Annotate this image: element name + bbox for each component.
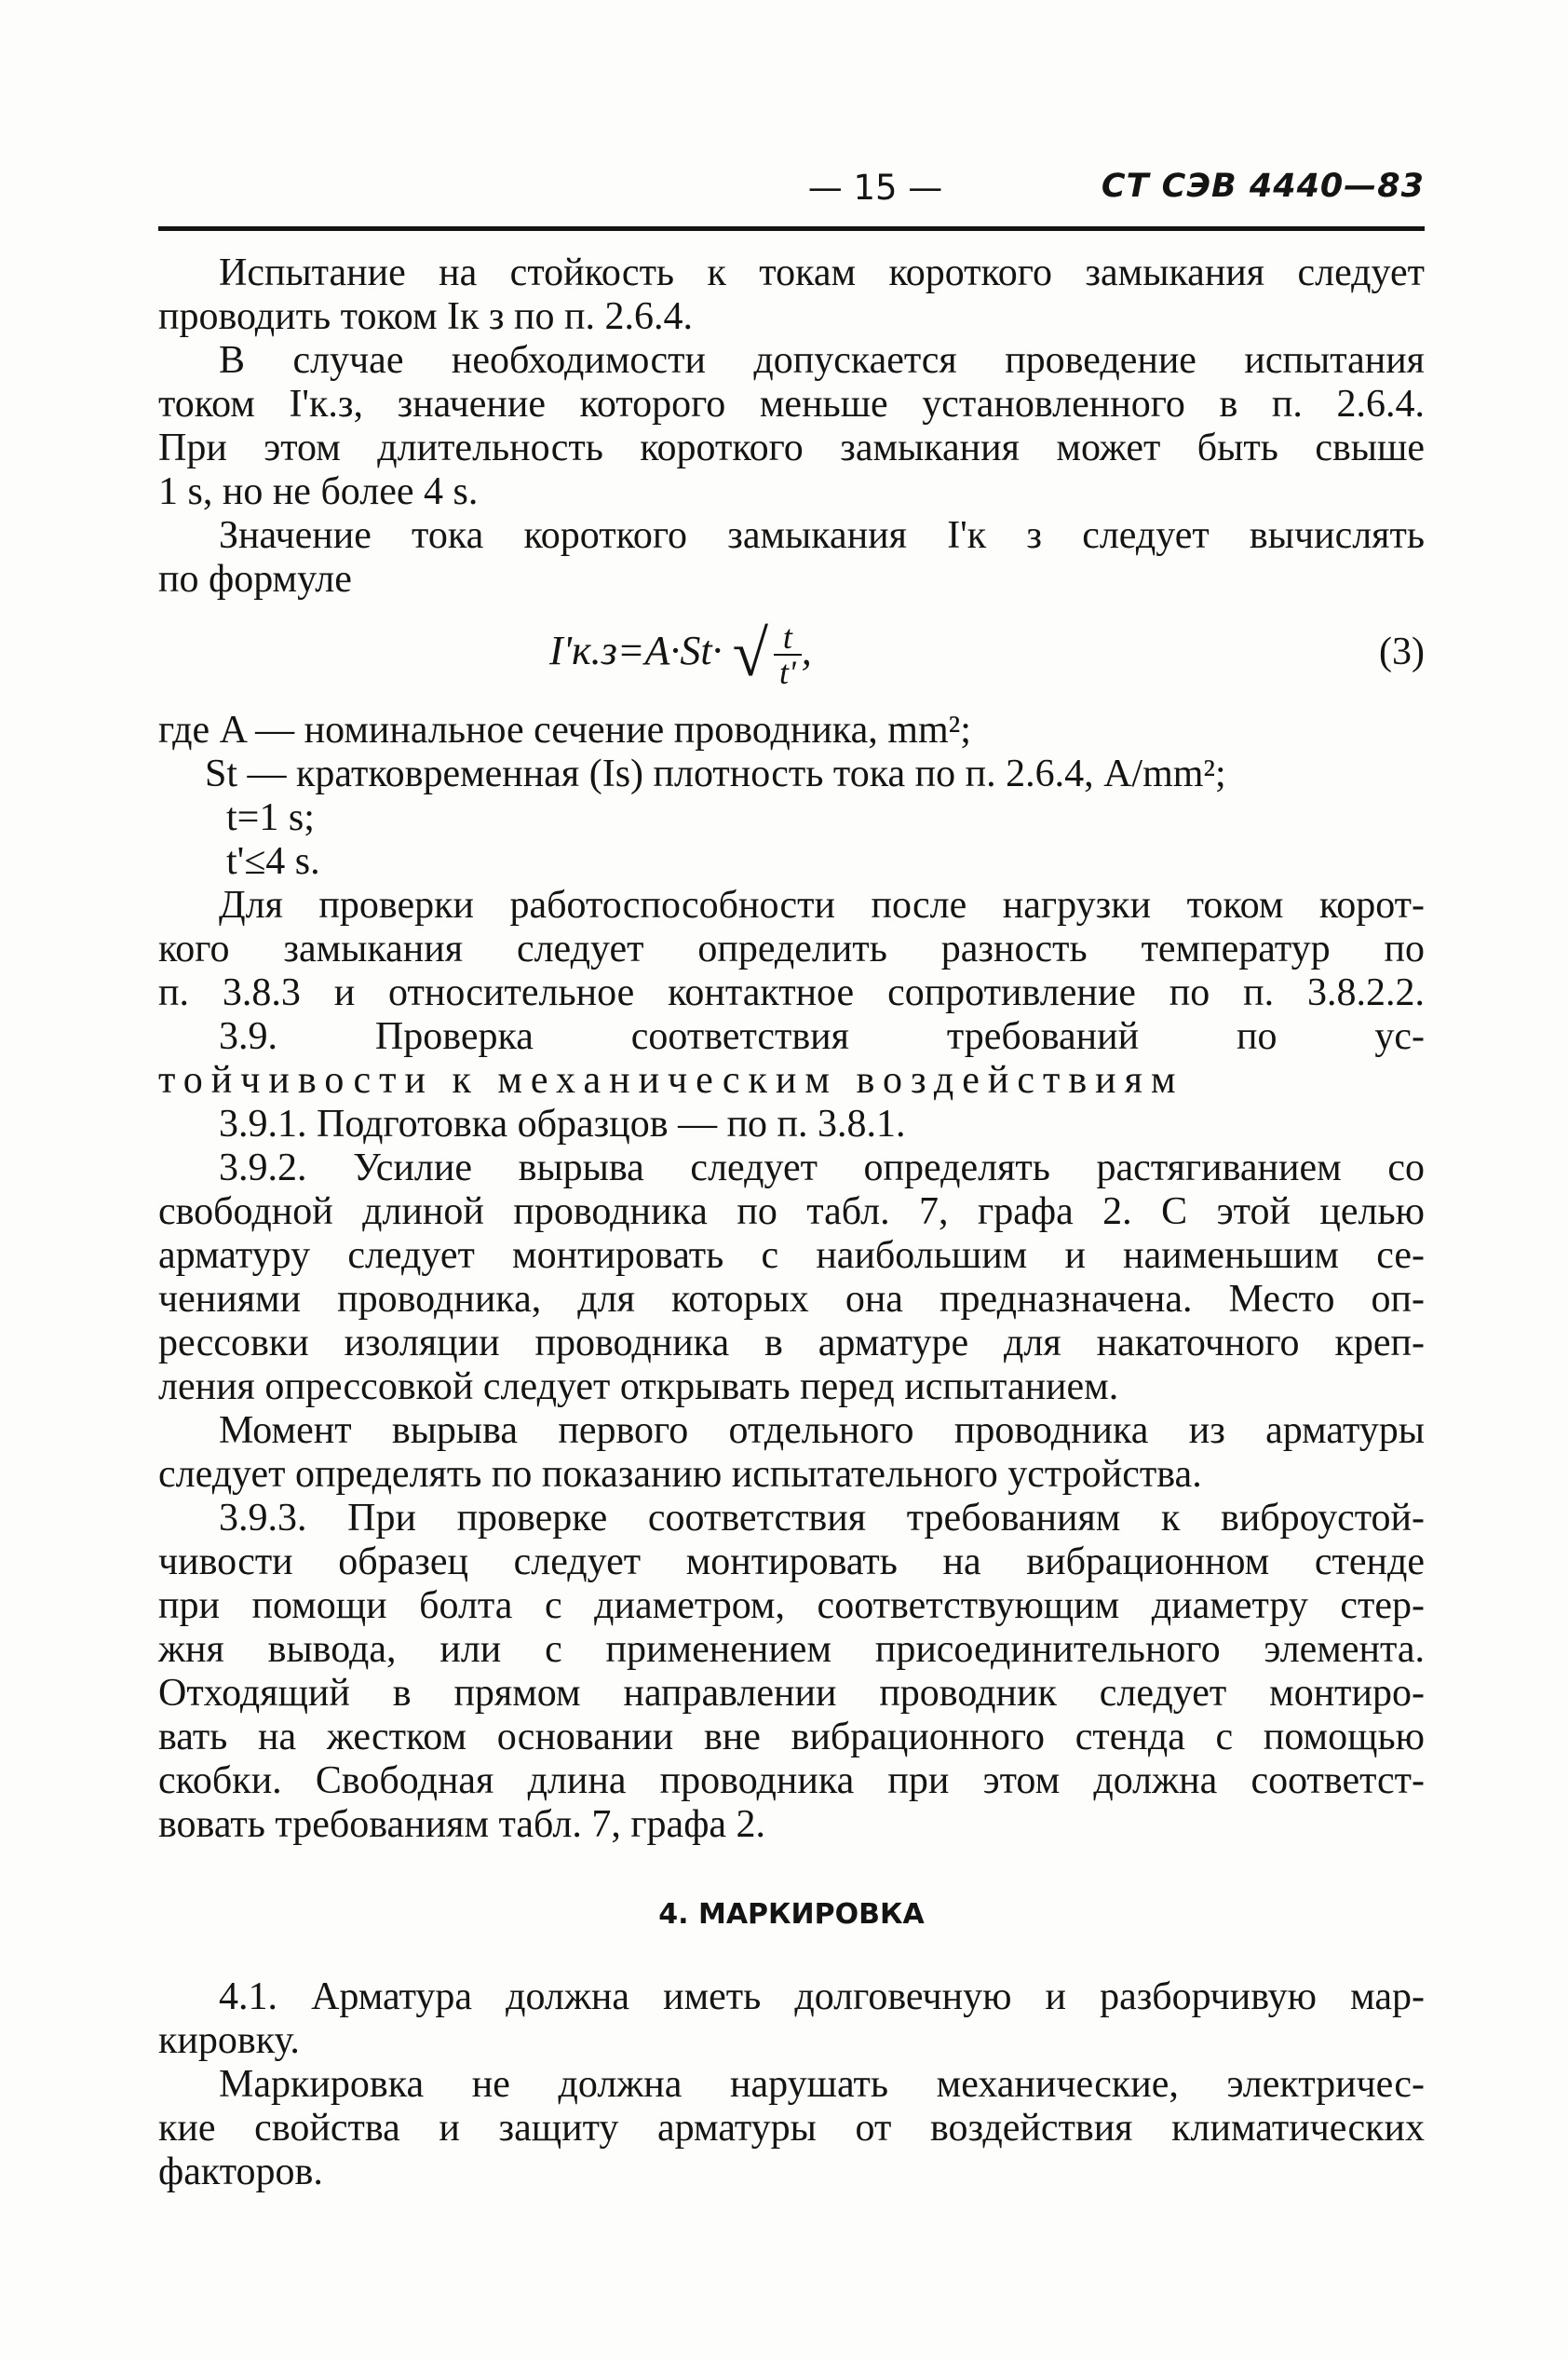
paragraph-performance-check bbox=[158, 884, 1425, 1015]
text-line: по формуле bbox=[158, 558, 352, 601]
text-line: кировку. bbox=[158, 2019, 300, 2062]
text-line: п. 3.8.3 и относительное контактное сопротивление по п. 3.8.2.2. bbox=[158, 971, 1425, 1014]
formula-lhs: I'к.з=A·St· bbox=[549, 628, 723, 674]
text-line: арматуру следует монтировать с наибольшим и наименьшим се- bbox=[158, 1234, 1425, 1277]
paragraph-short-circuit-test bbox=[158, 251, 1425, 339]
text-line: 1 s, но не более 4 s. bbox=[158, 470, 479, 513]
legend-line: St — кратковременная (Is) плотность тока по п. 2.6.4, A/mm²; bbox=[205, 753, 1226, 795]
text-line: чивости образец следует монтировать на вибрационном стенде bbox=[158, 1540, 1425, 1583]
text-line: Отходящий в прямом направлении проводник следует монтиро- bbox=[158, 1672, 1425, 1715]
text-line: скобки. Свободная длина проводника при этом должна соответст- bbox=[158, 1759, 1425, 1802]
paragraph-current-value bbox=[158, 514, 1425, 602]
text-line: чениями проводника, для которых она предназначена. Место оп- bbox=[158, 1278, 1425, 1321]
text-line: 4.1. Арматура должна иметь долговечную и разборчивую мар- bbox=[219, 1975, 1425, 2018]
formula-expression: I'к.з=A·St· √ $\frac{t}{t'}$ , bbox=[549, 618, 812, 691]
text-line: вать на жестком основании вне вибрационного стенда с помощью bbox=[158, 1716, 1425, 1758]
paragraph-3-9-3 bbox=[158, 1497, 1425, 1847]
text-line: Момент вырыва первого отдельного проводника из арматуры bbox=[219, 1409, 1425, 1452]
text-line: при помощи болта с диаметром, соответствующим диаметру стер- bbox=[158, 1584, 1425, 1627]
text-line: Маркировка не должна нарушать механические, электричес- bbox=[219, 2063, 1425, 2106]
square-root-icon: √ bbox=[732, 618, 769, 690]
standard-code: СТ СЭВ 4440—83 bbox=[1101, 168, 1425, 205]
formula-3 bbox=[158, 611, 1425, 695]
text-line: 3.9.1. Подготовка образцов — по п. 3.8.1. bbox=[219, 1103, 906, 1146]
text-line: Значение тока короткого замыкания I'к з следует вычислять bbox=[219, 514, 1425, 557]
text-line: следует определять по показанию испытательного устройства. bbox=[158, 1453, 1202, 1496]
text-line: ления опрессовкой следует открывать перед испытанием. bbox=[158, 1365, 1119, 1408]
text-line: проводить током Iк з по п. 2.6.4. bbox=[158, 295, 693, 338]
paragraph-marking-requirements bbox=[158, 2063, 1425, 2194]
page-number: — 15 — bbox=[807, 168, 943, 208]
paragraph-4-1 bbox=[158, 1975, 1425, 2063]
text-line: Испытание на стойкость к токам короткого замыкания следует bbox=[219, 251, 1425, 294]
legend-line: t=1 s; bbox=[226, 796, 315, 839]
section-3-9-heading bbox=[158, 1015, 1425, 1103]
text-line: При этом длительность короткого замыкания может быть свыше bbox=[158, 427, 1425, 469]
text-line: факторов. bbox=[158, 2151, 323, 2193]
text-line: кого замыкания следует определить разность температур по bbox=[158, 928, 1425, 970]
document-body bbox=[158, 251, 1425, 2194]
text-line: кие свойства и защиту арматуры от воздействия климатических bbox=[158, 2107, 1425, 2150]
text-line: рессовки изоляции проводника в арматуре для накаточного креп- bbox=[158, 1322, 1425, 1364]
formula-fraction bbox=[774, 620, 802, 689]
formula-denominator: t' bbox=[779, 654, 796, 691]
text-line: Для проверки работоспособности после нагрузки током корот- bbox=[219, 884, 1425, 927]
text-line: свободной длиной проводника по табл. 7, графа 2. С этой целью bbox=[158, 1190, 1425, 1233]
formula-legend bbox=[158, 709, 1425, 884]
formula-numerator: t bbox=[774, 620, 802, 656]
paragraph-3-9-1 bbox=[158, 1103, 1425, 1147]
formula-number: (3) bbox=[1379, 631, 1425, 673]
paragraph-3-9-2 bbox=[158, 1147, 1425, 1409]
text-line: жня вывода, или с применением присоединительного элемента. bbox=[158, 1628, 1425, 1671]
text-line: 3.9.3. При проверке соответствия требованиям к виброустой- bbox=[219, 1497, 1425, 1540]
page-header bbox=[158, 168, 1425, 224]
legend-line: где A — номинальное сечение проводника, mm²; bbox=[158, 709, 971, 752]
paragraph-pull-out-moment bbox=[158, 1409, 1425, 1497]
paragraph-reduced-current bbox=[158, 339, 1425, 514]
legend-line: t'≤4 s. bbox=[226, 840, 320, 883]
text-line: 3.9. Проверка соответствия требований по ус- bbox=[219, 1015, 1425, 1058]
text-line: тойчивости к механическим воздействиям bbox=[158, 1059, 1184, 1102]
text-line: током I'к.з, значение которого меньше установленного в п. 2.6.4. bbox=[158, 383, 1425, 426]
text-line: В случае необходимости допускается проведение испытания bbox=[219, 339, 1425, 382]
text-line: вовать требованиям табл. 7, графа 2. bbox=[158, 1803, 766, 1846]
section-title-marking: 4. МАРКИРОВКА bbox=[658, 1898, 925, 1931]
header-rule bbox=[158, 226, 1425, 231]
text-line: 3.9.2. Усилие вырыва следует определять растягиванием со bbox=[219, 1147, 1425, 1189]
